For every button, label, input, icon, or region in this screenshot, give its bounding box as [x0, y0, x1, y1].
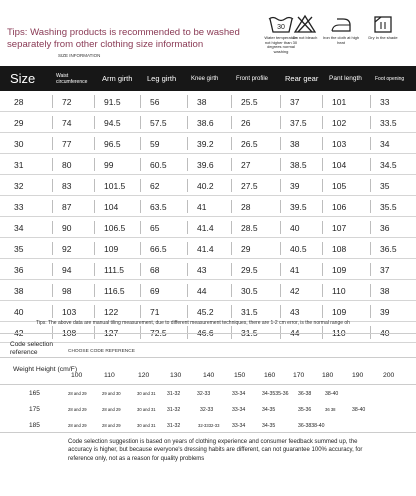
table-cell: 41.4	[197, 222, 214, 233]
header-waist: Waist circumference	[56, 72, 88, 85]
table-cell: 30	[14, 138, 24, 149]
table-cell: 35.5	[380, 201, 397, 212]
cell-separator	[370, 179, 371, 192]
table-cell: 37	[380, 264, 390, 275]
table-cell: 99	[104, 159, 114, 170]
table-cell: 106.5	[104, 222, 126, 233]
weight-value: 100	[71, 372, 83, 379]
choose-code-reference: CHOOSE CODE REFERENCE	[68, 349, 135, 354]
table-cell: 39.2	[197, 138, 214, 149]
cell-separator	[280, 305, 281, 318]
table-cell: 38.6	[197, 117, 214, 128]
table-cell: 36	[380, 222, 390, 233]
care-label-wash: Water temperature not higher than 30 degrees normal washing	[264, 35, 298, 54]
table-cell: 29	[241, 243, 251, 254]
table-cell: 38	[197, 96, 207, 107]
table-cell: 40	[290, 222, 300, 233]
table-cell: 74	[62, 117, 72, 128]
table-row	[0, 175, 416, 196]
cell-separator	[140, 137, 141, 150]
header-rear-gear: Rear gear	[285, 74, 319, 83]
code-selection-footnote: Code selection suggestion is based on years of clothing experience and consumer feedback summed up, the accuracy is higher, but because everyone's dressing habits are different, can not guarantee 100% accuracy, for reference only, not as a reason for quality problems	[68, 439, 363, 462]
header-size: Size	[10, 71, 36, 86]
table-cell: 109	[332, 264, 347, 275]
table-cell: 35	[380, 180, 390, 191]
table-cell: 65	[150, 222, 160, 233]
size-code-cell: 32-33	[200, 407, 214, 413]
header-front-profile: Front profile	[236, 75, 269, 82]
table-cell: 39.5	[290, 201, 307, 212]
cell-separator	[280, 284, 281, 297]
cell-separator	[187, 137, 188, 150]
header-pant-length: Pant length	[329, 75, 362, 82]
weight-value: 170	[293, 372, 305, 379]
size-code-cell: 28 and 29	[68, 407, 87, 412]
size-code-cell: 28 and 29	[102, 423, 121, 428]
weight-value: 130	[170, 372, 182, 379]
cell-separator	[322, 179, 323, 192]
table-cell: 41.4	[197, 243, 214, 254]
code-selection-title: Code selection reference	[10, 341, 53, 356]
measurement-note: Tips: The above data are manual tiling measurement, due to different measurement techniques, there are 1-2 cm error, is the normal range oh	[36, 320, 350, 326]
table-cell: 105	[332, 180, 347, 191]
care-label-bleach: Do not bleach	[292, 35, 318, 40]
divider	[0, 432, 416, 433]
cell-separator	[94, 179, 95, 192]
table-cell: 80	[62, 159, 72, 170]
cell-separator	[52, 263, 53, 276]
cell-separator	[94, 116, 95, 129]
table-cell: 110	[332, 285, 346, 296]
table-cell: 111.5	[104, 264, 125, 275]
table-cell: 62	[150, 180, 160, 191]
cell-separator	[280, 116, 281, 129]
size-code-cell: 38-40	[352, 407, 366, 413]
cell-separator	[231, 284, 232, 297]
table-cell: 35	[14, 243, 24, 254]
table-cell: 38	[14, 285, 24, 296]
size-code-cell: 33-34	[232, 391, 246, 397]
cell-separator	[280, 221, 281, 234]
table-cell: 38	[380, 285, 390, 296]
size-code-cell: 35-36	[298, 407, 312, 413]
size-code-cell: 38-40	[325, 391, 339, 397]
table-cell: 37.5	[290, 117, 307, 128]
cell-separator	[187, 263, 188, 276]
size-code-cell: 33-34	[232, 407, 246, 413]
table-cell: 101.5	[104, 180, 126, 191]
cell-separator	[52, 116, 53, 129]
table-cell: 72	[62, 96, 72, 107]
care-label-dry: Dry in the shade	[368, 35, 398, 40]
table-cell: 94	[62, 264, 72, 275]
size-code-cell: 28 and 29	[102, 407, 121, 412]
iron-low-icon	[329, 14, 353, 34]
table-cell: 36	[14, 264, 24, 275]
care-label-iron: Iron the cloth at high heat	[322, 35, 360, 45]
table-cell: 57.5	[150, 117, 167, 128]
cell-separator	[231, 158, 232, 171]
table-cell: 91.5	[104, 96, 121, 107]
cell-separator	[140, 242, 141, 255]
cell-separator	[187, 200, 188, 213]
cell-separator	[231, 221, 232, 234]
table-cell: 90	[62, 222, 72, 233]
care-iron	[322, 14, 360, 45]
table-cell: 103	[332, 138, 347, 149]
table-cell: 77	[62, 138, 72, 149]
header-leg-girth: Leg girth	[147, 74, 177, 83]
table-cell: 106	[332, 201, 347, 212]
cell-separator	[231, 179, 232, 192]
table-row	[0, 91, 416, 112]
size-code-cell: 36 38	[325, 407, 336, 412]
cell-separator	[94, 263, 95, 276]
table-row	[0, 133, 416, 154]
table-row	[0, 238, 416, 259]
table-cell: 25.5	[241, 96, 258, 107]
table-cell: 59	[150, 138, 160, 149]
weight-value: 140	[203, 372, 215, 379]
table-cell: 109	[332, 306, 347, 317]
size-code-cell: 34-35	[262, 407, 276, 413]
cell-separator	[187, 95, 188, 108]
table-cell: 40.5	[290, 243, 307, 254]
weight-value: 160	[264, 372, 276, 379]
cell-separator	[322, 284, 323, 297]
cell-separator	[280, 263, 281, 276]
cell-separator	[140, 284, 141, 297]
table-cell: 108	[332, 243, 347, 254]
cell-separator	[322, 242, 323, 255]
size-code-cell: 30 and 31	[137, 391, 156, 396]
table-cell: 40	[14, 306, 24, 317]
cell-separator	[94, 158, 95, 171]
table-cell: 33	[14, 201, 24, 212]
cell-separator	[52, 95, 53, 108]
header-arm-girth: Arm girth	[102, 74, 133, 83]
table-cell: 34	[380, 138, 390, 149]
cell-separator	[280, 158, 281, 171]
table-cell: 98	[62, 285, 72, 296]
table-row	[0, 154, 416, 175]
cell-separator	[370, 158, 371, 171]
do-not-bleach-icon	[293, 14, 317, 34]
table-cell: 29.5	[241, 264, 258, 275]
cell-separator	[94, 221, 95, 234]
cell-separator	[322, 116, 323, 129]
care-bleach	[286, 14, 324, 41]
cell-separator	[187, 242, 188, 255]
cell-separator	[140, 116, 141, 129]
cell-separator	[94, 95, 95, 108]
size-code-cell: 30 and 31	[137, 407, 156, 412]
cell-separator	[370, 284, 371, 297]
table-cell: 44	[197, 285, 207, 296]
table-cell: 33.5	[380, 117, 397, 128]
size-code-cell: 31-32	[167, 423, 181, 429]
cell-separator	[231, 137, 232, 150]
size-code-cell: 34-3535-36	[262, 391, 289, 397]
table-cell: 83	[62, 180, 72, 191]
table-cell: 28	[14, 96, 24, 107]
cell-separator	[94, 284, 95, 297]
washing-tips: Tips: Washing products is recommended to be washed separately from other clothing size information	[7, 27, 240, 50]
cell-separator	[140, 263, 141, 276]
size-code-cell: 32-33	[197, 391, 211, 397]
table-cell: 28	[241, 201, 251, 212]
cell-separator	[370, 137, 371, 150]
cell-separator	[52, 305, 53, 318]
table-cell: 38.5	[290, 159, 307, 170]
table-cell: 37	[290, 96, 300, 107]
table-cell: 102	[332, 117, 347, 128]
table-cell: 71	[150, 306, 160, 317]
table-cell: 30.5	[241, 285, 258, 296]
cell-separator	[231, 200, 232, 213]
weight-value: 110	[104, 372, 115, 379]
header-knee-girth: Knee girth	[191, 75, 219, 82]
size-code-cell: 36-3838-40	[298, 423, 325, 429]
cell-separator	[370, 221, 371, 234]
divider	[0, 357, 416, 358]
cell-separator	[52, 200, 53, 213]
table-row	[0, 280, 416, 301]
weight-value: 150	[234, 372, 246, 379]
cell-separator	[94, 305, 95, 318]
height-value: 175	[29, 406, 40, 413]
size-code-cell: 29 and 30	[102, 391, 121, 396]
table-cell: 96.5	[104, 138, 121, 149]
size-table-header	[0, 66, 416, 91]
table-row	[0, 112, 416, 133]
table-cell: 45.2	[197, 306, 214, 317]
cell-separator	[52, 137, 53, 150]
table-cell: 32	[14, 180, 24, 191]
table-cell: 28.5	[241, 222, 258, 233]
cell-separator	[52, 242, 53, 255]
dry-in-shade-icon	[371, 14, 395, 34]
table-cell: 94.5	[104, 117, 121, 128]
cell-separator	[280, 95, 281, 108]
table-cell: 104	[332, 159, 347, 170]
table-cell: 38	[290, 138, 300, 149]
cell-separator	[322, 221, 323, 234]
table-cell: 43	[290, 306, 300, 317]
cell-separator	[52, 158, 53, 171]
cell-separator	[370, 116, 371, 129]
cell-separator	[187, 116, 188, 129]
table-cell: 103	[62, 306, 77, 317]
cell-separator	[322, 305, 323, 318]
cell-separator	[370, 242, 371, 255]
size-code-cell: 30 and 31	[137, 423, 156, 428]
cell-separator	[187, 158, 188, 171]
cell-separator	[187, 179, 188, 192]
size-code-cell: 31-32	[167, 391, 181, 397]
table-cell: 34.5	[380, 159, 397, 170]
table-cell: 109	[104, 243, 119, 254]
cell-separator	[280, 137, 281, 150]
cell-separator	[140, 95, 141, 108]
table-cell: 26.5	[241, 138, 258, 149]
cell-separator	[322, 158, 323, 171]
table-cell: 31	[14, 159, 24, 170]
table-cell: 56	[150, 96, 160, 107]
cell-separator	[322, 200, 323, 213]
wash-temperature: 30	[277, 24, 285, 31]
weight-value: 200	[383, 372, 395, 379]
size-code-cell: 31-32	[167, 407, 181, 413]
table-cell: 40.2	[197, 180, 214, 191]
table-cell: 43	[197, 264, 207, 275]
cell-separator	[370, 200, 371, 213]
table-cell: 122	[104, 306, 119, 317]
weight-value: 120	[138, 372, 150, 379]
table-row	[0, 217, 416, 238]
cell-separator	[370, 305, 371, 318]
table-cell: 68	[150, 264, 160, 275]
cell-separator	[187, 284, 188, 297]
table-cell: 87	[62, 201, 72, 212]
table-cell: 41	[290, 264, 300, 275]
table-cell: 27	[241, 159, 251, 170]
cell-separator	[280, 200, 281, 213]
cell-separator	[94, 200, 95, 213]
size-code-cell: 33-34	[232, 423, 246, 429]
table-row	[0, 301, 416, 322]
table-cell: 104	[104, 201, 119, 212]
cell-separator	[231, 242, 232, 255]
size-code-cell: 28 and 29	[68, 391, 87, 396]
table-cell: 101	[332, 96, 347, 107]
header-foot-opening: Foot opening	[375, 75, 405, 82]
size-code-cell: 28 and 29	[68, 423, 87, 428]
table-cell: 39.6	[197, 159, 214, 170]
cell-separator	[231, 305, 232, 318]
cell-separator	[280, 242, 281, 255]
table-cell: 41	[197, 201, 207, 212]
table-cell: 39	[380, 306, 390, 317]
weight-value: 180	[322, 372, 334, 379]
cell-separator	[187, 305, 188, 318]
cell-separator	[94, 242, 95, 255]
cell-separator	[140, 200, 141, 213]
cell-separator	[140, 179, 141, 192]
cell-separator	[231, 116, 232, 129]
table-cell: 29	[14, 117, 24, 128]
table-cell: 33	[380, 96, 390, 107]
cell-separator	[52, 221, 53, 234]
table-cell: 39	[290, 180, 300, 191]
table-cell: 116.5	[104, 285, 125, 296]
table-cell: 107	[332, 222, 347, 233]
size-code-cell: 32-3332-33	[198, 423, 220, 428]
table-row	[0, 259, 416, 280]
table-cell: 92	[62, 243, 72, 254]
cell-separator	[187, 221, 188, 234]
cell-separator	[322, 263, 323, 276]
cell-separator	[280, 179, 281, 192]
size-code-cell: 36-38	[298, 391, 312, 397]
cell-separator	[322, 137, 323, 150]
cell-separator	[140, 158, 141, 171]
cell-separator	[94, 137, 95, 150]
table-cell: 42	[290, 285, 300, 296]
divider	[0, 333, 416, 334]
table-cell: 31.5	[241, 306, 258, 317]
weight-value: 190	[352, 372, 364, 379]
table-cell: 36.5	[380, 243, 397, 254]
cell-separator	[140, 305, 141, 318]
table-cell: 27.5	[241, 180, 258, 191]
size-information-label: SIZE INFORMATION	[58, 53, 101, 58]
table-cell: 63.5	[150, 201, 167, 212]
height-value: 185	[29, 422, 40, 429]
height-value: 165	[29, 390, 40, 397]
table-cell: 26	[241, 117, 251, 128]
table-cell: 60.5	[150, 159, 167, 170]
cell-separator	[322, 95, 323, 108]
cell-separator	[52, 284, 53, 297]
cell-separator	[140, 221, 141, 234]
table-cell: 66.5	[150, 243, 167, 254]
cell-separator	[52, 179, 53, 192]
table-row	[0, 196, 416, 217]
size-code-cell: 34-35	[262, 423, 276, 429]
cell-separator	[370, 95, 371, 108]
care-dry	[364, 14, 402, 41]
table-cell: 69	[150, 285, 160, 296]
divider	[0, 384, 416, 385]
cell-separator	[231, 263, 232, 276]
weight-height-label: Weight Height (cm/F)	[13, 366, 78, 373]
cell-separator	[370, 263, 371, 276]
cell-separator	[231, 95, 232, 108]
table-cell: 34	[14, 222, 24, 233]
